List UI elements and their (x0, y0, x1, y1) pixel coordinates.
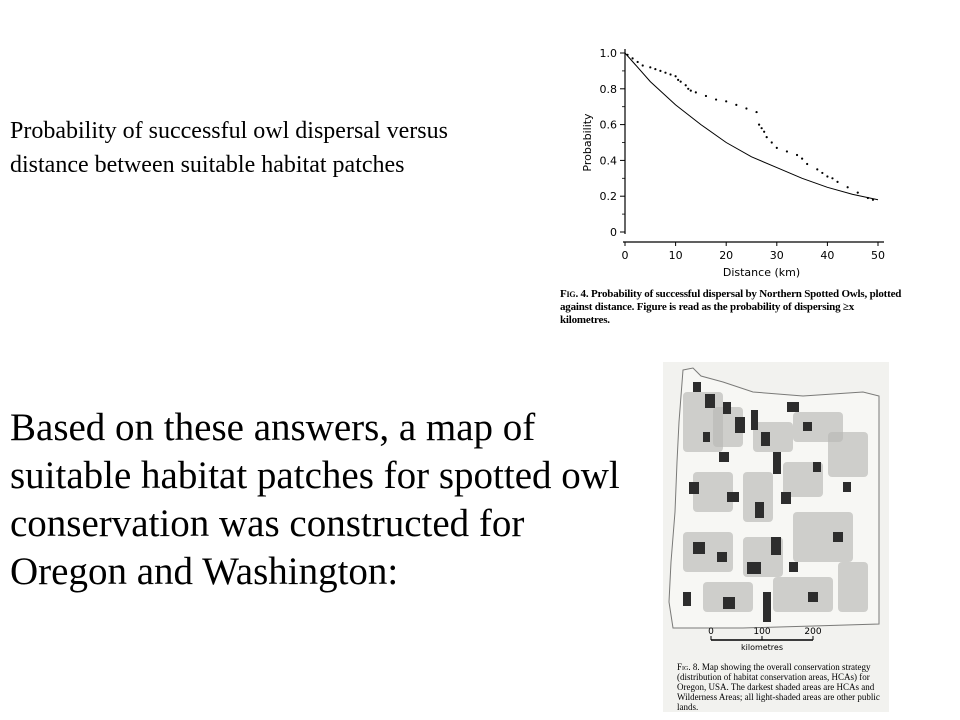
data-point (796, 154, 798, 156)
hca-patch (833, 532, 843, 542)
data-point (816, 168, 818, 170)
data-point (771, 141, 773, 143)
x-tick-label: 0 (621, 249, 629, 262)
data-point (705, 95, 707, 97)
data-point (847, 186, 849, 188)
map-figure-caption (677, 662, 889, 712)
hca-patch (751, 410, 758, 430)
data-point (725, 100, 727, 102)
hca-patch (723, 597, 735, 609)
x-tick-label: 10 (668, 249, 683, 262)
hca-patch (723, 402, 731, 414)
data-point (659, 70, 661, 72)
fig8-caption-body: Map showing the overall conservation strategy (distribution of habitat conservation areas, HCAs) for Oregon, USA. The darkest shaded areas are HCAs and Wilderness Areas; all light-shaded areas are other public lands. (677, 662, 880, 712)
y-tick-label: 1.0 (599, 47, 617, 60)
data-point (685, 84, 687, 86)
dispersal-figure-caption (560, 288, 905, 327)
hca-patch (808, 592, 818, 602)
x-tick-label: 30 (769, 249, 784, 262)
data-point (872, 199, 874, 201)
data-point (761, 127, 763, 129)
fig8-caption-lead: Fig. 8. (677, 662, 700, 672)
hca-patch (705, 394, 715, 408)
hca-patch (763, 592, 771, 622)
x-tick-label: 20 (719, 249, 734, 262)
public-land-area (773, 577, 833, 612)
x-tick-label: 50 (871, 249, 885, 262)
dispersal-figure (560, 40, 960, 340)
y-tick-label: 0.2 (599, 190, 617, 204)
hca-patch (717, 552, 727, 562)
data-point (831, 177, 833, 179)
data-point (687, 88, 689, 90)
data-point (631, 57, 633, 59)
data-point (642, 64, 644, 66)
data-point (649, 66, 651, 68)
scale-tick-label: 200 (804, 627, 822, 637)
data-point (690, 89, 692, 91)
data-point (664, 72, 666, 74)
fitted-curve (625, 53, 878, 200)
data-point (786, 150, 788, 152)
hca-patch (813, 462, 821, 472)
data-point (826, 175, 828, 177)
data-point (806, 163, 808, 165)
public-land-area (793, 512, 853, 562)
data-point (867, 197, 869, 199)
hca-patch (789, 562, 798, 572)
scale-tick-label: 0 (708, 627, 714, 637)
fig4-caption-body: Probability of successful dispersal by Northern Spotted Owls, plotted against distance. Figure is read as the probability of dispersing ≥x kilometres. (560, 288, 902, 326)
data-point (821, 172, 823, 174)
hca-patch (727, 492, 739, 502)
hca-patch (693, 382, 701, 392)
x-axis-title: Distance (km) (722, 266, 801, 279)
data-point (669, 73, 671, 75)
data-point (836, 181, 838, 183)
scale-unit-label: kilometres (740, 643, 784, 652)
data-point (677, 79, 679, 81)
hca-patch (781, 492, 791, 504)
hca-patch (761, 432, 770, 446)
hca-patch (843, 482, 851, 492)
data-point (801, 158, 803, 160)
fig4-caption-lead: Fig. 4. (560, 288, 589, 300)
hca-patch (787, 402, 799, 412)
data-point (654, 68, 656, 70)
data-point (857, 192, 859, 194)
public-land-area (838, 562, 868, 612)
public-land-area (828, 432, 868, 477)
figure-caption-dispersal: Probability of successful owl dispersal versus distance between suitable habitat patches (10, 118, 448, 178)
oregon-habitat-map-figure (663, 362, 889, 712)
hca-patch (703, 432, 710, 442)
hca-patch (719, 452, 729, 462)
y-tick-label: 0.6 (599, 118, 617, 132)
data-point (715, 98, 717, 100)
hca-patch (771, 537, 781, 555)
y-tick-label: 0 (610, 226, 617, 239)
y-tick-label: 0.8 (599, 82, 617, 96)
hca-patch (747, 562, 761, 574)
data-point (735, 104, 737, 106)
y-tick-label: 0.4 (599, 154, 617, 168)
data-point (745, 107, 747, 109)
scale-tick-label: 100 (753, 627, 771, 637)
hca-patch (803, 422, 812, 431)
hca-patch (689, 482, 699, 494)
hca-patch (693, 542, 705, 554)
data-point (675, 75, 677, 77)
hca-patch (683, 592, 691, 606)
data-point (776, 147, 778, 149)
main-statement: Based on these answers, a map of suitable habitat patches for spotted owl conservation was constructed for Oregon and Washington: (10, 406, 620, 593)
data-point (695, 91, 697, 93)
data-point (680, 81, 682, 83)
data-point (626, 54, 628, 56)
data-point (766, 136, 768, 138)
data-point (637, 61, 639, 63)
hca-patch (773, 452, 781, 474)
oregon-habitat-map (663, 362, 889, 712)
dispersal-chart (560, 40, 960, 280)
x-tick-label: 40 (820, 249, 835, 262)
data-point (755, 111, 757, 113)
public-land-area (753, 422, 793, 452)
data-point (763, 131, 765, 133)
y-axis-title: Probability (581, 113, 594, 172)
hca-patch (735, 417, 745, 433)
hca-patch (755, 502, 764, 518)
data-point (758, 124, 760, 126)
